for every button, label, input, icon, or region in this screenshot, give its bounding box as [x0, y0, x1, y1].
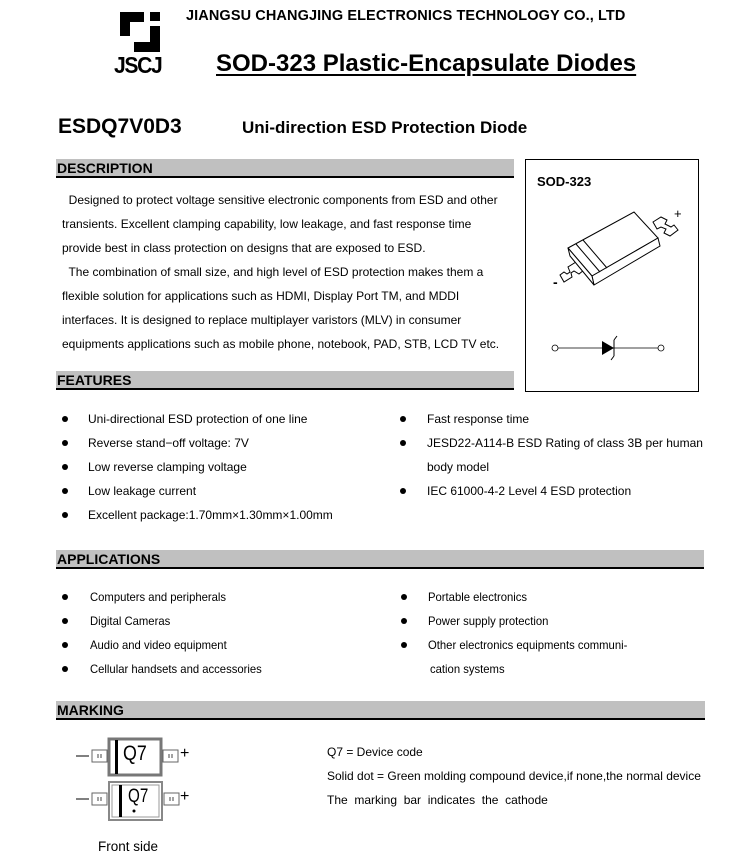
application-item: Power supply protection [428, 614, 549, 628]
bullet-icon [401, 618, 407, 624]
bullet-icon [400, 488, 406, 494]
feature-item: Fast response time [427, 412, 530, 426]
bullet-icon [62, 618, 68, 624]
description-line: flexible solution for applications such as HDMI, Display Port TM, and MDDI [62, 289, 460, 303]
feature-item: IEC 61000-4-2 Level 4 ESD protection [427, 484, 632, 498]
bullet-icon [62, 488, 68, 494]
marking-code: Q7 [128, 786, 149, 807]
bullet-icon [62, 416, 68, 422]
company-name: JIANGSU CHANGJING ELECTRONICS TECHNOLOGY CO., LTD [186, 8, 626, 24]
marking-plus: + [180, 788, 190, 805]
feature-item: Low leakage current [88, 484, 197, 498]
bullet-icon [401, 642, 407, 648]
package-figure [525, 159, 699, 392]
bullet-icon [401, 594, 407, 600]
application-item: Computers and peripherals [90, 590, 227, 604]
application-item: Portable electronics [428, 590, 528, 604]
marking-caption: Front side [98, 839, 159, 854]
feature-item: JESD22-A114-B ESD Rating of class 3B per human [427, 436, 703, 450]
feature-item: Uni-directional ESD protection of one line [88, 412, 308, 426]
plus-terminal-label: + [674, 206, 682, 221]
bullet-icon [62, 642, 68, 648]
bullet-icon [62, 666, 68, 672]
bullet-icon [62, 594, 68, 600]
description-line: interfaces. It is designed to replace multiplayer varistors (MLV) in consumer [62, 313, 462, 327]
marking-heading: MARKING [56, 701, 705, 720]
minus-terminal-label: - [553, 274, 558, 290]
description-heading: DESCRIPTION [56, 159, 514, 178]
description-line: transients. Excellent clamping capability, low leakage, and fast response time [62, 217, 472, 231]
marking-diagram-normal [72, 737, 202, 779]
feature-item: Excellent package:1.70mm×1.30mm×1.00mm [88, 508, 333, 522]
description-line: Designed to protect voltage sensitive electronic components from ESD and other [62, 193, 498, 207]
document-title: SOD-323 Plastic-Encapsulate Diodes [216, 50, 637, 77]
marking-diagram-green [72, 780, 202, 824]
bullet-icon [62, 464, 68, 470]
feature-item: Reverse stand−off voltage: 7V [88, 436, 249, 450]
marking-note: Q7 = Device code [327, 745, 423, 759]
application-item-continuation: cation systems [430, 662, 505, 676]
applications-heading: APPLICATIONS [56, 550, 704, 569]
bullet-icon [400, 440, 406, 446]
description-line: provide best in class protection on designs that are exposed to ESD. [62, 241, 426, 255]
bullet-icon [62, 512, 68, 518]
tvs-diode-symbol-icon [550, 332, 670, 364]
jscj-logo [114, 10, 166, 82]
marking-note: Solid dot = Green molding compound device,if none,the normal device [327, 769, 701, 783]
marking-plus: + [180, 745, 190, 762]
part-number: ESDQ7V0D3 [58, 115, 182, 138]
application-item: Cellular handsets and accessories [90, 662, 262, 676]
marking-note: The marking bar indicates the cathode [327, 793, 548, 807]
application-item: Other electronics equipments communi- [428, 638, 628, 652]
package-label: SOD-323 [537, 174, 592, 189]
bullet-icon [62, 440, 68, 446]
description-line: equipments applications such as mobile phone, notebook, PAD, STB, LCD TV etc. [62, 337, 500, 351]
application-item: Audio and video equipment [90, 638, 227, 652]
marking-code: Q7 [123, 742, 147, 765]
feature-item: Low reverse clamping voltage [88, 460, 247, 474]
feature-item-continuation: body model [427, 460, 490, 474]
part-description: Uni-direction ESD Protection Diode [242, 118, 528, 137]
logo-text: JSCJ [114, 52, 162, 78]
bullet-icon [400, 416, 406, 422]
application-item: Digital Cameras [90, 614, 171, 628]
description-line: The combination of small size, and high level of ESD protection makes them a [62, 265, 484, 279]
features-heading: FEATURES [56, 371, 514, 390]
logo-mark-icon [114, 10, 166, 52]
